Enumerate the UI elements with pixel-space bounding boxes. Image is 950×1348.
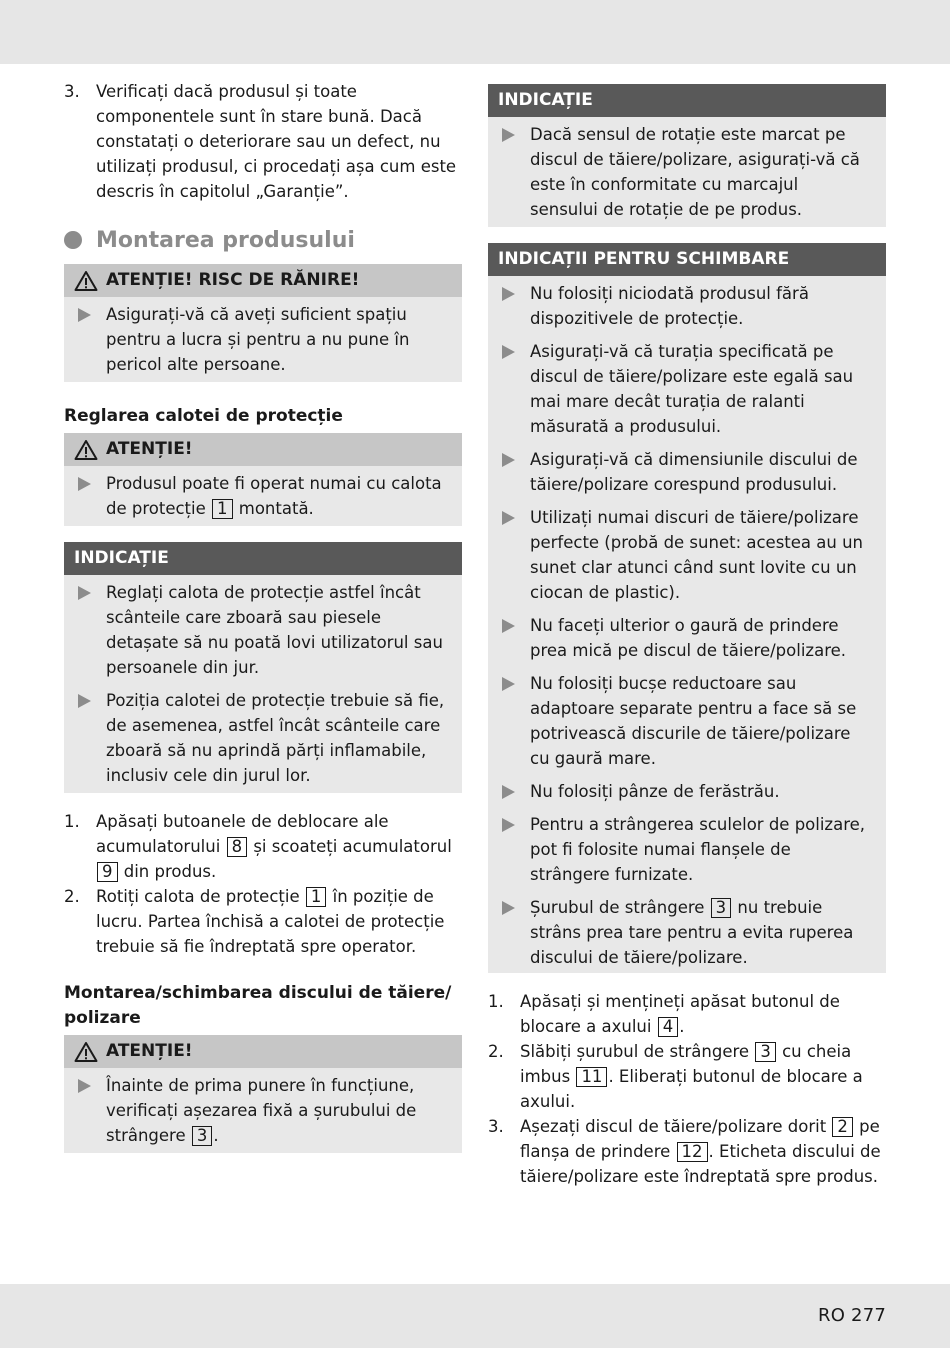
item-text: Dacă sensul de rotație este marcat pe discul de tăiere/polizare, asigurați-vă că este în conformitate cu marcajul sensului de rotație de pe produs.	[530, 125, 860, 219]
step-text: în poziție de lucru. Partea închisă a calotei de protecție trebuie să fie îndreptată spre operator.	[96, 887, 445, 956]
step-number: 3.	[64, 82, 80, 101]
note-body	[488, 276, 886, 973]
note-body	[488, 117, 886, 227]
item-text: Înainte de prima punere în funcțiune, verificați așezarea fixă a șurubului de strângere	[106, 1076, 417, 1145]
list-item	[64, 809, 462, 884]
part-reference: 2	[832, 1117, 853, 1137]
step-list-disc	[488, 989, 886, 1189]
step-text: Apăsați și mențineți apăsat butonul de blocare a axului	[520, 992, 840, 1036]
right-column	[488, 84, 886, 1189]
warning-header	[64, 264, 462, 297]
arrow-bullet-icon	[78, 308, 91, 322]
step-text: Rotiți calota de protecție	[96, 887, 300, 906]
list-item	[74, 1073, 446, 1148]
item-text: Nu folosiți pânze de ferăstrău.	[530, 782, 780, 801]
step-text: cu cheia imbus	[520, 1042, 852, 1086]
note-box-replacement	[488, 243, 886, 973]
warning-header	[64, 433, 462, 466]
arrow-bullet-icon	[502, 818, 515, 832]
item-text: Nu faceți ulterior o gaură de prindere prea mică pe discul de tăiere/polizare.	[530, 616, 847, 660]
step-text: și scoateți acumulatorul	[253, 837, 452, 856]
arrow-bullet-icon	[502, 619, 515, 633]
step-text: .	[679, 1017, 685, 1036]
part-reference: 4	[658, 1017, 679, 1037]
warning-box	[64, 433, 462, 526]
item-text: Asigurați-vă că dimensiunile discului de tăiere/polizare corespund produsului.	[530, 450, 858, 494]
item-text: montată.	[238, 499, 314, 518]
list-item	[498, 339, 870, 439]
arrow-bullet-icon	[502, 511, 515, 525]
warning-title: ATENȚIE!	[106, 439, 193, 459]
arrow-bullet-icon	[78, 1079, 91, 1093]
step-text: Verificați dacă produsul și toate componentele sunt în stare bună. Dacă constatați o deteriorare sau un defect, nu utilizați produsul, ci procedați așa cum este descris în capitolul „Garanție”.	[96, 82, 457, 201]
arrow-bullet-icon	[502, 345, 515, 359]
list-item	[498, 812, 870, 887]
step-number: 2.	[488, 1042, 504, 1061]
warning-title: ATENȚIE! RISC DE RĂNIRE!	[106, 270, 360, 290]
arrow-bullet-icon	[502, 901, 515, 915]
list-item	[498, 671, 870, 771]
step-text: . Eticheta discului de tăiere/polizare este îndreptată spre produs.	[520, 1142, 881, 1186]
page-number: RO 277	[818, 1305, 886, 1326]
part-reference: 1	[212, 499, 233, 519]
left-column	[64, 79, 462, 1153]
part-reference: 3	[755, 1042, 776, 1062]
step-text: Așezați discul de tăiere/polizare dorit	[520, 1117, 827, 1136]
part-reference: 3	[192, 1126, 213, 1146]
arrow-bullet-icon	[502, 677, 515, 691]
arrow-bullet-icon	[502, 785, 515, 799]
subheading-disc-mount: Montarea/schimbarea discului de tăiere/ polizare	[64, 983, 452, 1028]
part-reference: 9	[97, 862, 118, 882]
arrow-bullet-icon	[502, 287, 515, 301]
warning-box	[64, 1035, 462, 1153]
list-item	[498, 447, 870, 497]
item-text: Poziția calotei de protecție trebuie să fie, de asemenea, astfel încât scânteile care zboară să nu aprindă părți inflamabile, inclusiv cele din jurul lor.	[106, 691, 445, 785]
warning-body	[64, 466, 462, 526]
note-header: INDICAȚII PENTRU SCHIMBARE	[488, 243, 886, 276]
list-item	[74, 471, 446, 521]
bullet-circle-icon	[64, 231, 82, 249]
note-header: INDICAȚIE	[488, 84, 886, 117]
item-text: Utilizați numai discuri de tăiere/polizare perfecte (probă de sunet: acestea au un sunet clar atunci când sunt lovite cu un ciocan de plastic).	[530, 508, 864, 602]
subheading-guard-adjust: Reglarea calotei de protecție	[64, 406, 343, 426]
step-number: 1.	[64, 812, 80, 831]
warning-triangle-icon	[74, 439, 98, 461]
note-box	[64, 542, 462, 793]
part-reference: 11	[576, 1067, 607, 1087]
item-text: Produsul poate fi operat numai cu calota de protecție	[106, 474, 442, 518]
arrow-bullet-icon	[502, 128, 515, 142]
warning-title: ATENȚIE!	[106, 1041, 193, 1061]
item-text: .	[213, 1126, 219, 1145]
item-text: Nu folosiți niciodată produsul fără dispozitivele de protecție.	[530, 284, 809, 328]
note-body	[64, 575, 462, 793]
list-item	[74, 688, 446, 788]
warning-triangle-icon	[74, 270, 98, 292]
part-reference: 12	[677, 1142, 708, 1162]
warning-body	[64, 1068, 462, 1153]
list-item	[498, 122, 870, 222]
warning-header	[64, 1035, 462, 1068]
footer-bar	[0, 1284, 950, 1348]
list-item	[488, 989, 886, 1039]
list-item	[498, 281, 870, 331]
part-reference: 1	[306, 887, 327, 907]
step-number: 2.	[64, 887, 80, 906]
note-header: INDICAȚIE	[64, 542, 462, 575]
item-text: nu trebuie strâns prea tare pentru a evita ruperea discului de tăiere/polizare.	[530, 898, 854, 967]
warning-body	[64, 297, 462, 382]
step-text: Apăsați butoanele de deblocare ale acumulatorului	[96, 812, 389, 856]
list-item	[498, 779, 870, 804]
item-text: Reglați calota de protecție astfel încât scânteile care zboară sau piesele detașate să nu poată lovi utilizatorul sau persoanele din jur.	[106, 583, 443, 677]
section-heading	[64, 224, 462, 256]
list-item	[64, 79, 462, 204]
arrow-bullet-icon	[78, 477, 91, 491]
item-text: Nu folosiți bucșe reductoare sau adaptoare separate pentru a face să se potrivească discurile de tăiere/polizare cu gaură mare.	[530, 674, 857, 768]
list-item	[74, 302, 446, 377]
header-bar	[0, 0, 950, 64]
list-item	[498, 895, 870, 970]
step-number: 3.	[488, 1117, 504, 1136]
list-item	[498, 613, 870, 663]
item-text: Asigurați-vă că turația specificată pe discul de tăiere/polizare este egală sau mai mare decât turația de ralanti măsurată a produsului.	[530, 342, 854, 436]
arrow-bullet-icon	[502, 453, 515, 467]
step-text: din produs.	[123, 862, 217, 881]
arrow-bullet-icon	[78, 586, 91, 600]
part-reference: 3	[711, 898, 732, 918]
list-item	[488, 1114, 886, 1189]
list-item	[74, 580, 446, 680]
step-text: Slăbiți șurubul de strângere	[520, 1042, 750, 1061]
part-reference: 8	[227, 837, 248, 857]
list-item	[498, 505, 870, 605]
warning-box-injury	[64, 264, 462, 382]
step-list-guard	[64, 809, 462, 959]
list-item	[64, 884, 462, 959]
step-text: pe flanșa de prindere	[520, 1117, 880, 1161]
section-title: Montarea produsului	[96, 227, 355, 253]
step-list-check	[64, 79, 462, 204]
item-text: Șurubul de strângere	[530, 898, 705, 917]
note-box	[488, 84, 886, 227]
step-text: . Eliberați butonul de blocare a axului.	[520, 1067, 863, 1111]
list-item	[488, 1039, 886, 1114]
arrow-bullet-icon	[78, 694, 91, 708]
step-number: 1.	[488, 992, 504, 1011]
item-text: Asigurați-vă că aveți suficient spațiu pentru a lucra și pentru a nu pune în pericol alte persoane.	[106, 305, 410, 374]
warning-triangle-icon	[74, 1041, 98, 1063]
item-text: Pentru a strângerea sculelor de polizare, pot fi folosite numai flanșele de strângere furnizate.	[530, 815, 866, 884]
